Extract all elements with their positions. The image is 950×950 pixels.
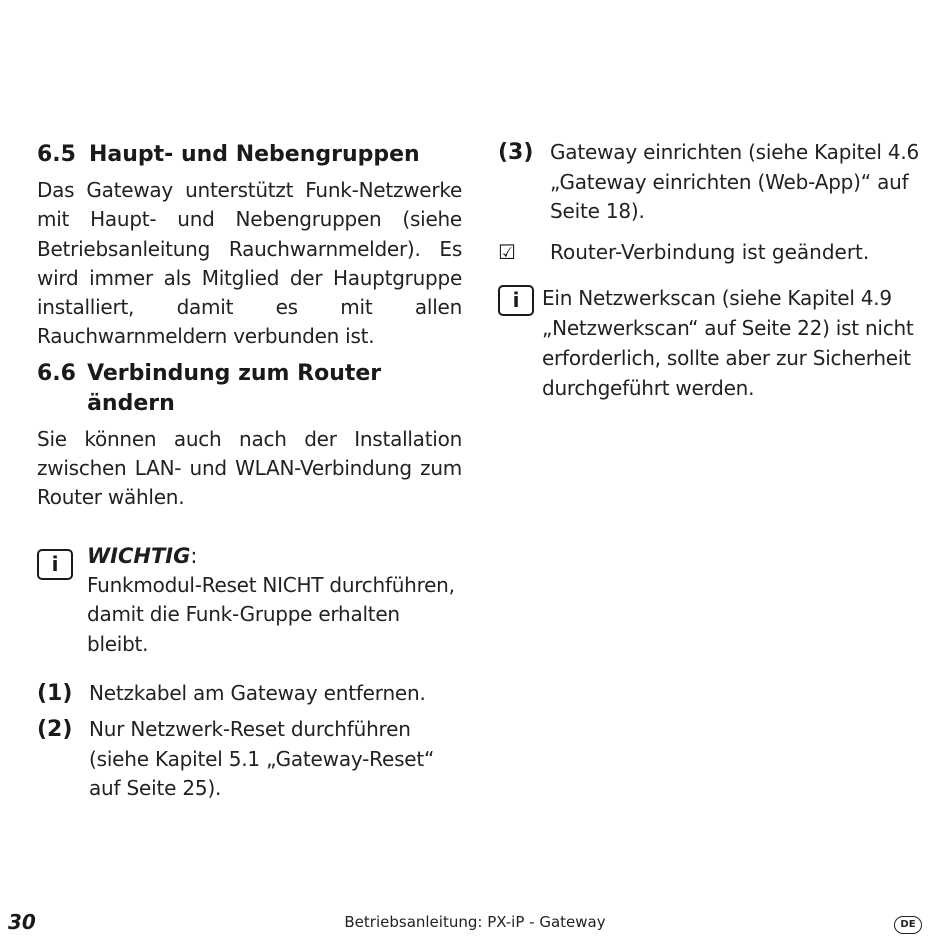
step-list-right — [498, 138, 923, 227]
left-column — [37, 138, 462, 810]
step-number: (2) — [37, 717, 73, 743]
right-column — [498, 138, 923, 403]
step-text: Netzkabel am Gateway entfernen. — [89, 681, 426, 706]
section-heading-6-6 — [37, 359, 462, 419]
important-note — [37, 541, 462, 660]
section-heading-6-5 — [37, 140, 462, 170]
section-body-6-6: Sie können auch nach der Installation zwischen LAN- und WLAN-Verbindung zum Router wählen. — [37, 426, 462, 510]
step-list-left — [37, 679, 462, 804]
checkbox-checked-icon: ☑ — [498, 239, 516, 264]
note-text: Funkmodul-Reset NICHT durchführen, damit die Funk-Gruppe erhalten bleibt. — [87, 572, 455, 656]
section-number: 6.5 — [37, 142, 76, 167]
list-item — [498, 138, 923, 227]
section-title: Verbindung zum Router ändern — [87, 360, 382, 416]
step-number: (3) — [498, 140, 534, 165]
list-item — [37, 715, 462, 804]
result-text: Router-Verbindung ist geändert. — [550, 239, 870, 264]
result-line — [498, 237, 923, 267]
language-badge: DE — [894, 916, 922, 934]
section-title: Haupt- und Nebengruppen — [89, 142, 420, 167]
section-body-6-5: Das Gateway unterstützt Funk-Netzwerke mit Haupt- und Nebengruppen (siehe Betriebsanleitung Rauchwarnmelder). Es wird immer als Mitglied der Hauptgruppe installiert, damit es mit allen Rauchwarnmeldern verbunden ist. — [37, 178, 462, 349]
note-title: WICHTIG: — [87, 543, 198, 568]
info-note — [498, 283, 923, 403]
page-number: 30 — [8, 910, 36, 934]
note-text: Ein Netzwerkscan (siehe Kapitel 4.9 „Netzwerkscan“ auf Seite 22) ist nicht erforderlich, sollte aber zur Sicherheit durchgeführt werden. — [542, 285, 914, 400]
list-item — [37, 679, 462, 709]
footer-title: Betriebsanleitung: PX-iP - Gateway — [344, 913, 606, 931]
info-icon: i — [37, 549, 73, 580]
section-number: 6.6 — [37, 360, 76, 386]
step-text: Gateway einrichten (siehe Kapitel 4.6 „Gateway einrichten (Web-App)“ auf Seite 18). — [550, 140, 920, 223]
info-icon: i — [498, 285, 534, 316]
note-content — [87, 541, 462, 660]
step-number: (1) — [37, 681, 73, 707]
step-text: Nur Netzwerk-Reset durchführen (siehe Kapitel 5.1 „Gateway-Reset“ auf Seite 25). — [89, 717, 435, 801]
